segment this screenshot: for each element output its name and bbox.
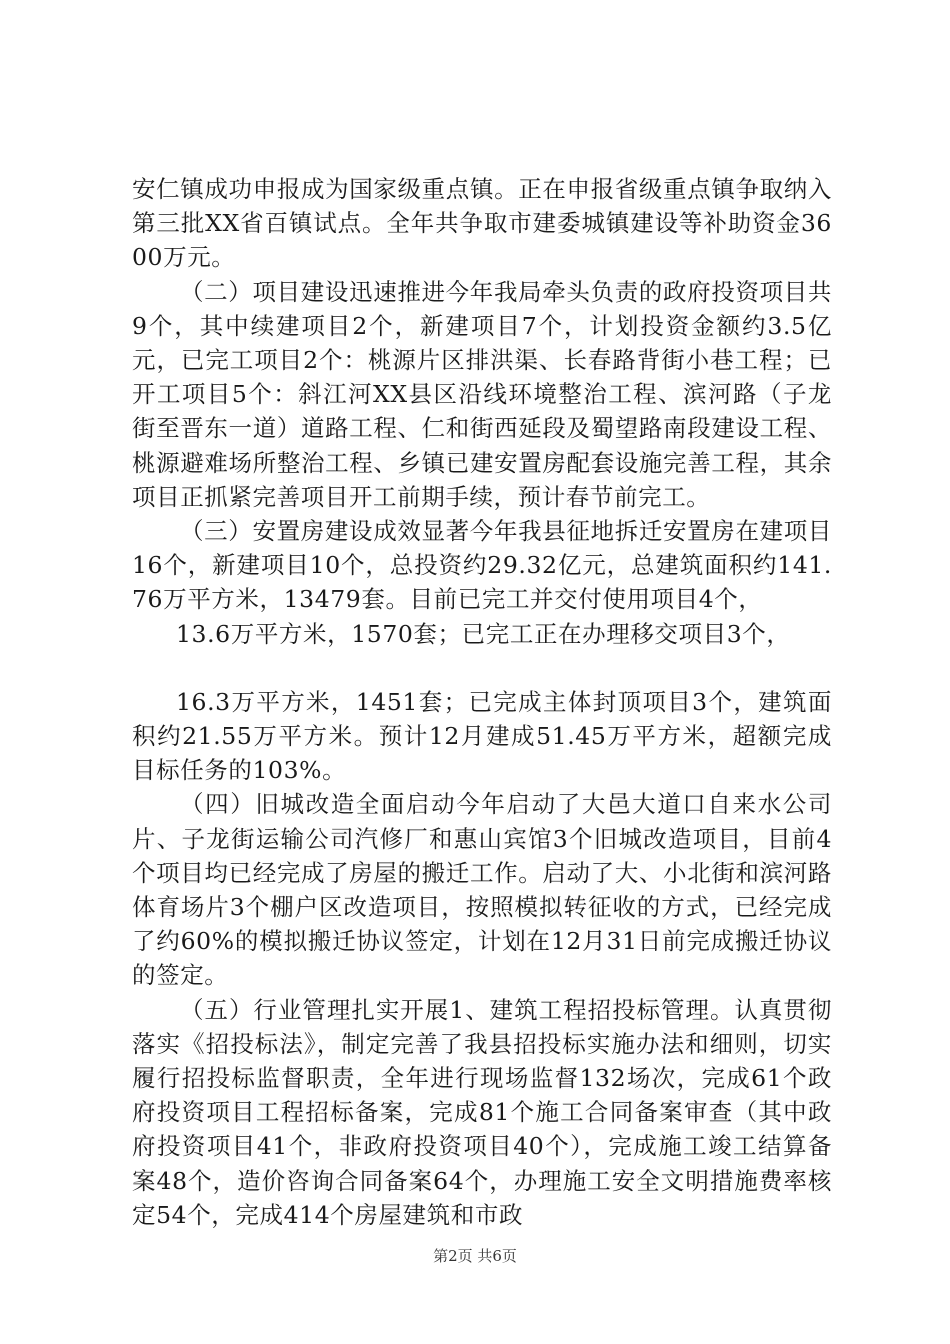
document-body <box>132 172 832 1232</box>
page-number-footer: 第2页 共6页 <box>433 1247 517 1265</box>
paragraph-3: （三）安置房建设成效显著今年我县征地拆迁安置房在建项目16个，新建项目10个，总投资约29.32亿元，总建筑面积约141.76万平方米，13479套。目前已完工并交付使用项目4个， <box>132 517 832 614</box>
paragraph-7: （五）行业管理扎实开展1、建筑工程招投标管理。认真贯彻落实《招投标法》，制定完善了我县招投标实施办法和细则，切实履行招投标监督职责，全年进行现场监督132场次，完成61个政府投资项目工程招标备案，完成81个施工合同备案审查（其中政府投资项目41个，非政府投资项目40个），完成施工竣工结算备案48个，造价咨询合同备案64个，办理施工安全文明措施费率核定54个，完成414个房屋建筑和市政 <box>132 995 832 1229</box>
paragraph-5: 16.3万平方米，1451套；已完成主体封顶项目3个，建筑面积约21.55万平方米。预计12月建成51.45万平方米，超额完成目标任务的103%。 <box>132 687 832 785</box>
paragraph-6: （四）旧城改造全面启动今年启动了大邑大道口自来水公司片、子龙街运输公司汽修厂和惠山宾馆3个旧城改造项目，目前4个项目均已经完成了房屋的搬迁工作。启动了大、小北街和滨河路体育场片3个棚户区改造项目，按照模拟转征收的方式，已经完成了约60%的模拟搬迁协议签定，计划在12月31日前完成搬迁协议的签定。 <box>132 790 832 990</box>
paragraph-4: 13.6万平方米，1570套；已完工正在办理移交项目3个， <box>176 619 791 648</box>
paragraph-1: 安仁镇成功申报成为国家级重点镇。正在申报省级重点镇争取纳入第三批XX省百镇试点。全年共争取市建委城镇建设等补助资金3600万元。 <box>132 175 832 272</box>
paragraph-2: （二）项目建设迅速推进今年我局牵头负责的政府投资项目共9个，其中续建项目2个，新建项目7个，计划投资金额约3.5亿元，已完工项目2个：桃源片区排洪渠、长春路背街小巷工程；已开工项目5个：斜江河XX县区沿线环境整治工程、滨河路（子龙街至晋东一道）道路工程、仁和街西延段及蜀望路南段建设工程、桃源避难场所整治工程、乡镇已建安置房配套设施完善工程，其余项目正抓紧完善项目开工前期手续，预计春节前完工。 <box>132 277 832 511</box>
